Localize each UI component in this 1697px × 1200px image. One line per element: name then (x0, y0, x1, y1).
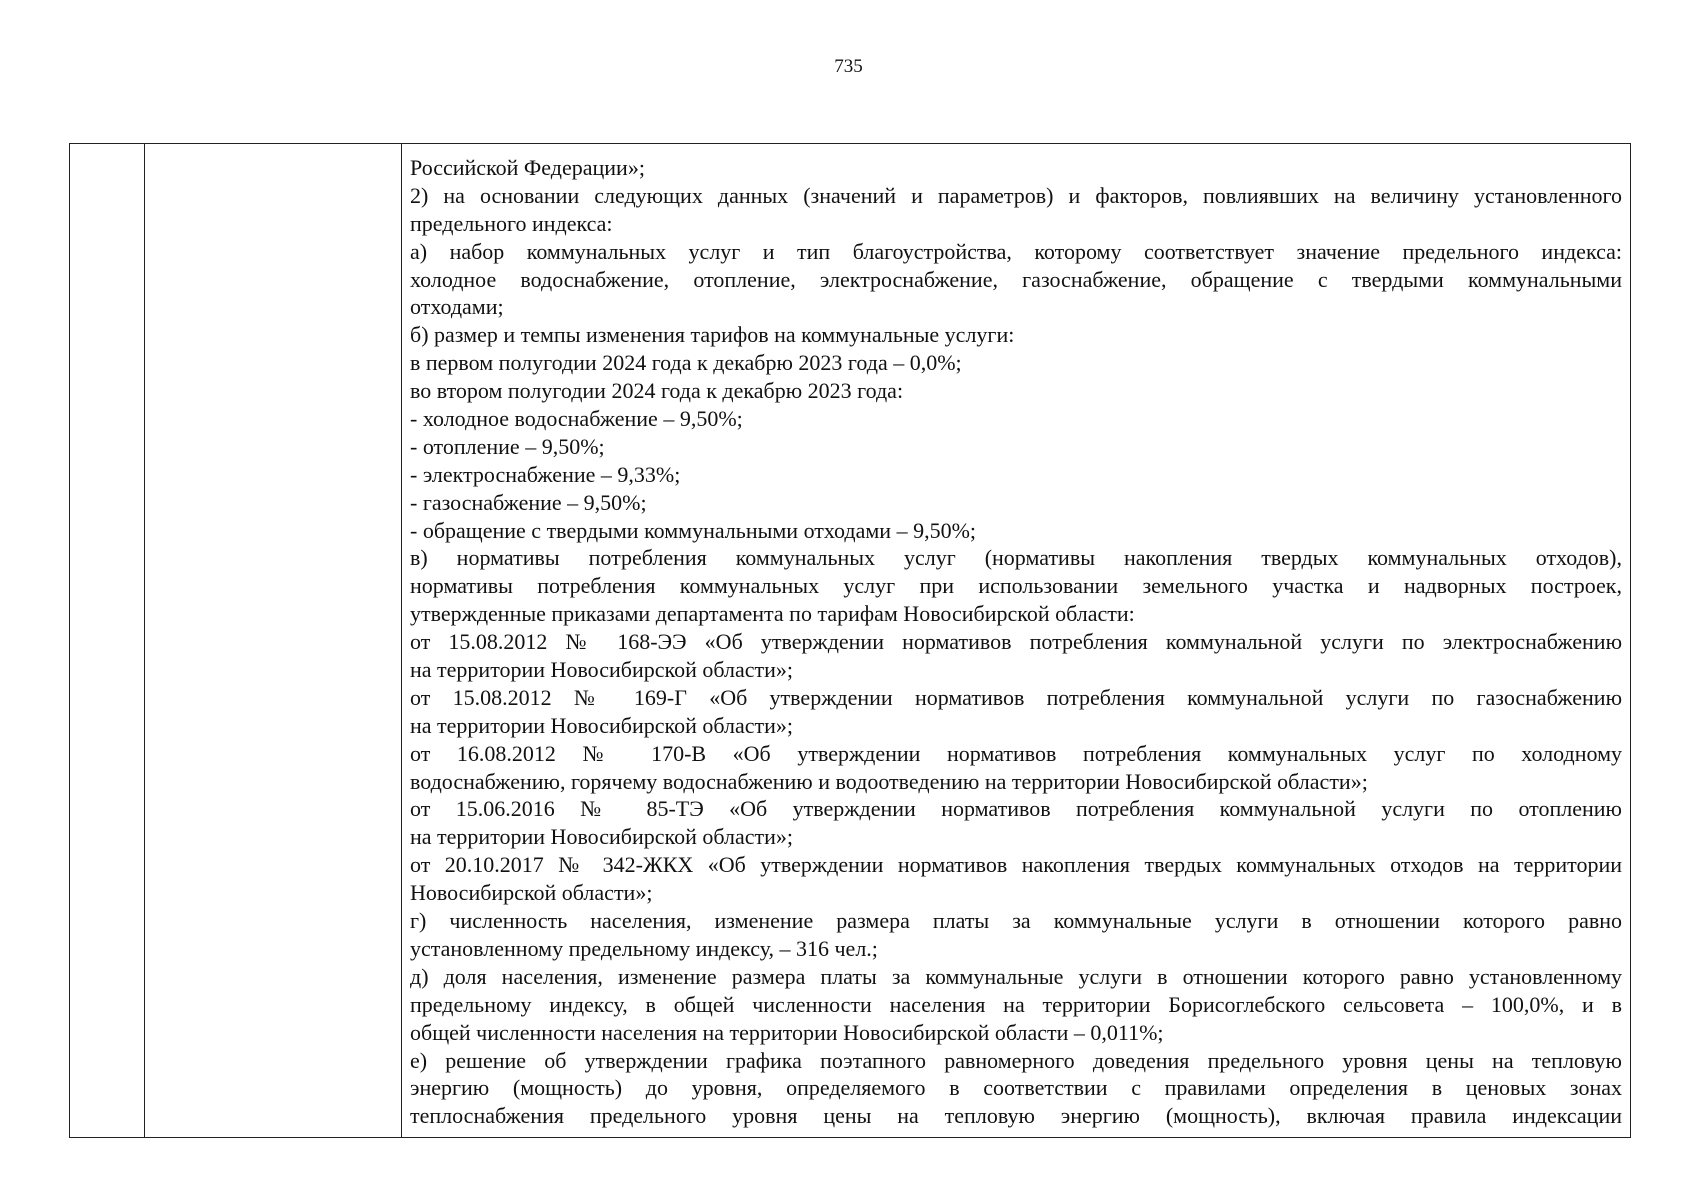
content-line: г) численность населения, изменение размера платы за коммунальные услуги в отношении которого равно (410, 908, 1622, 934)
content-line: на территории Новосибирской области»; (410, 657, 794, 683)
content-line: Новосибирской области»; (410, 880, 653, 906)
content-line: от 15.08.2012 № 169-Г «Об утверждении нормативов потребления коммунальной услуги по газоснабжению (410, 684, 1622, 710)
content-line: д) доля населения, изменение размера платы за коммунальные услуги в отношении которого равно установленному (410, 963, 1622, 989)
content-line: установленному предельному индексу, – 316 чел.; (410, 935, 878, 961)
content-line: на территории Новосибирской области»; (410, 824, 794, 850)
content-line: во втором полугодии 2024 года к декабрю 2023 года: (410, 378, 904, 404)
content-line: е) решение об утверждении графика поэтапного равномерного доведения предельного уровня цены на тепловую (410, 1047, 1622, 1073)
content-line: отходами; (410, 294, 504, 320)
content-line: холодное водоснабжение, отопление, электроснабжение, газоснабжение, обращение с твердыми коммунальными (410, 266, 1622, 292)
table-column-number (70, 144, 145, 1137)
content-line: утвержденные приказами департамента по тарифам Новосибирской области: (410, 601, 1135, 627)
content-line: общей численности населения на территории Новосибирской области – 0,011%; (410, 1019, 1164, 1045)
content-line: от 15.06.2016 № 85-ТЭ «Об утверждении нормативов потребления коммунальной услуги по отоплению (410, 796, 1622, 822)
content-line: - холодное водоснабжение – 9,50%; (410, 406, 743, 432)
table-column-name (145, 144, 402, 1137)
content-line: от 15.08.2012 № 168-ЭЭ «Об утверждении нормативов потребления коммунальной услуги по электроснабжению (410, 629, 1622, 655)
content-line: теплоснабжения предельного уровня цены на тепловую энергию (мощность), включая правила индексации (410, 1103, 1622, 1129)
content-line: - отопление – 9,50%; (410, 433, 605, 459)
content-line: нормативы потребления коммунальных услуг при использовании земельного участка и надворных построек, (410, 573, 1622, 599)
content-line: в) нормативы потребления коммунальных услуг (нормативы накопления твердых коммунальных отходов), (410, 545, 1622, 571)
page-number: 735 (834, 56, 863, 77)
content-line: энергию (мощность) до уровня, определяемого в соответствии с правилами определения в ценовых зонах (410, 1075, 1622, 1101)
content-line: предельного индекса: (410, 210, 613, 236)
content-line: предельному индексу, в общей численности населения на территории Борисоглебского сельсовета – 100,0%, и в (410, 991, 1622, 1017)
content-line: от 20.10.2017 № 342-ЖКХ «Об утверждении нормативов накопления твердых коммунальных отходов на территории (410, 852, 1622, 878)
content-line: б) размер и темпы изменения тарифов на коммунальные услуги: (410, 322, 1015, 348)
content-line: - электроснабжение – 9,33%; (410, 461, 681, 487)
content-line: Российской Федерации»; (410, 155, 645, 180)
content-line: а) набор коммунальных услуг и тип благоустройства, которому соответствует значение предельного индекса: (410, 238, 1622, 264)
content-line: 2) на основании следующих данных (значений и параметров) и факторов, повлиявших на величину установленного (410, 182, 1622, 208)
content-line: в первом полугодии 2024 года к декабрю 2023 года – 0,0%; (410, 350, 962, 376)
content-line: - газоснабжение – 9,50%; (410, 489, 647, 515)
content-line: на территории Новосибирской области»; (410, 712, 794, 738)
document-table (69, 143, 1631, 1138)
content-line: от 16.08.2012 № 170-В «Об утверждении нормативов потребления коммунальных услуг по холодному (410, 740, 1622, 766)
content-line: - обращение с твердыми коммунальными отходами – 9,50%; (410, 517, 977, 543)
content-line: водоснабжению, горячему водоснабжению и водоотведению на территории Новосибирской области»; (410, 768, 1368, 794)
table-column-content (402, 144, 1630, 1137)
